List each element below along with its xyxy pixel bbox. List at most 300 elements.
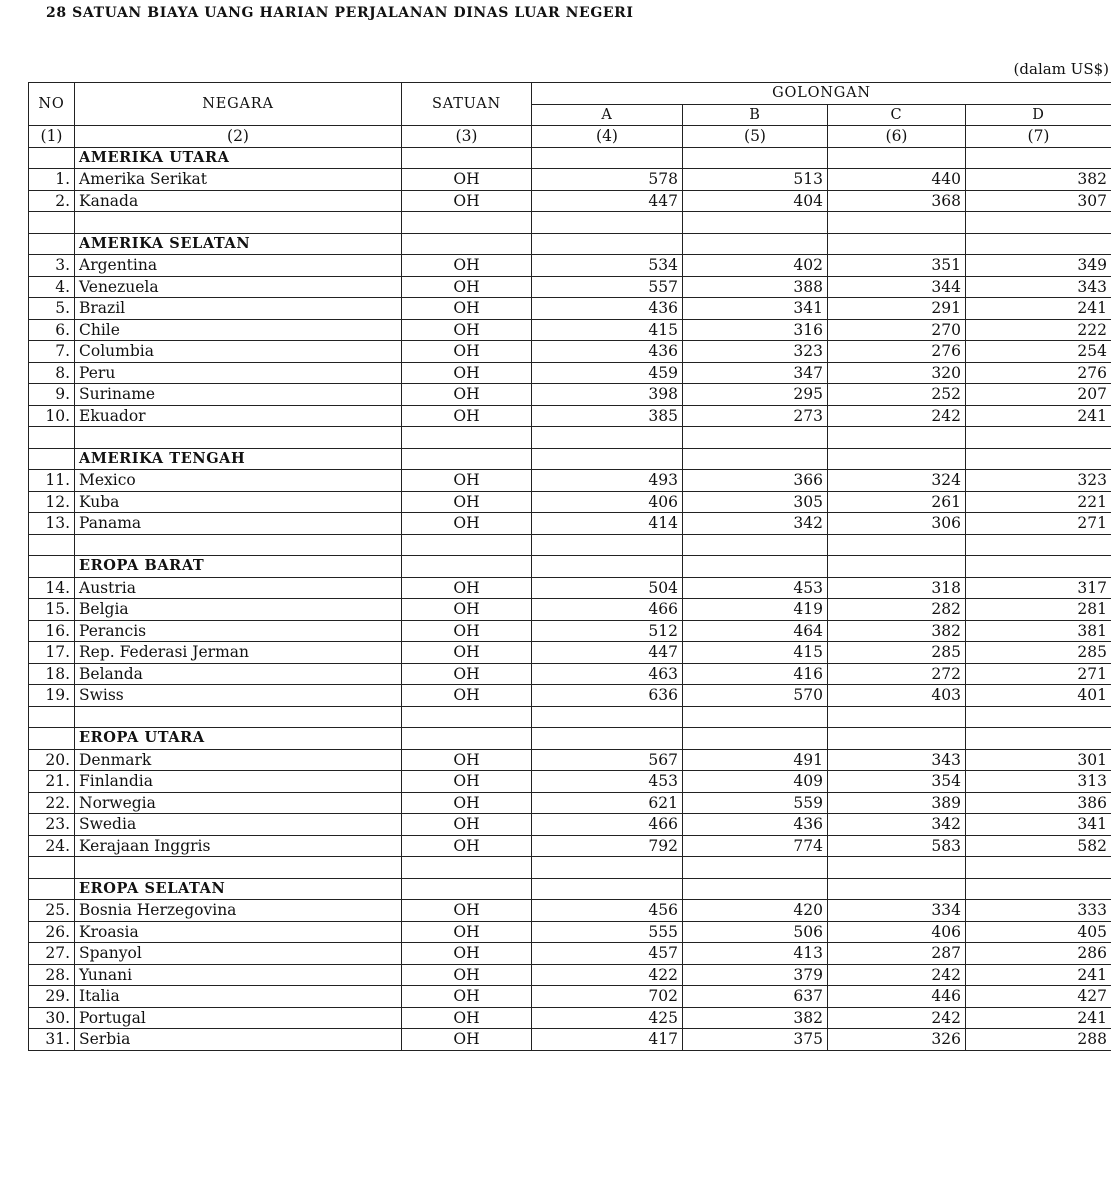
value-gol-a: 425 bbox=[532, 1007, 683, 1029]
table-row bbox=[29, 276, 1111, 298]
value-gol-c: 382 bbox=[828, 620, 966, 642]
country-name: Norwegia bbox=[75, 792, 402, 814]
empty-cell bbox=[683, 212, 828, 234]
country-name: Ekuador bbox=[75, 405, 402, 427]
row-number: 24. bbox=[29, 835, 75, 857]
value-gol-d: 386 bbox=[966, 792, 1111, 814]
value-gol-c: 242 bbox=[828, 405, 966, 427]
country-name: Yunani bbox=[75, 964, 402, 986]
row-number: 29. bbox=[29, 986, 75, 1008]
empty-cell bbox=[683, 427, 828, 449]
empty-cell bbox=[29, 448, 75, 470]
country-name: Peru bbox=[75, 362, 402, 384]
document-title: 28 SATUAN BIAYA UANG HARIAN PERJALANAN DINAS LUAR NEGERI bbox=[46, 5, 634, 21]
unit-cell: OH bbox=[402, 513, 532, 535]
empty-cell bbox=[683, 706, 828, 728]
value-gol-a: 406 bbox=[532, 491, 683, 513]
table-row bbox=[29, 620, 1111, 642]
value-gol-d: 286 bbox=[966, 943, 1111, 965]
empty-cell bbox=[29, 706, 75, 728]
region-row bbox=[29, 147, 1111, 169]
row-number: 13. bbox=[29, 513, 75, 535]
value-gol-d: 271 bbox=[966, 663, 1111, 685]
empty-cell bbox=[532, 534, 683, 556]
value-gol-b: 419 bbox=[683, 599, 828, 621]
col-num: (2) bbox=[75, 126, 402, 148]
empty-cell bbox=[683, 534, 828, 556]
empty-cell bbox=[828, 857, 966, 879]
value-gol-a: 436 bbox=[532, 341, 683, 363]
row-number: 2. bbox=[29, 190, 75, 212]
row-number: 3. bbox=[29, 255, 75, 277]
empty-cell bbox=[532, 556, 683, 578]
value-gol-a: 555 bbox=[532, 921, 683, 943]
value-gol-a: 636 bbox=[532, 685, 683, 707]
empty-cell bbox=[29, 556, 75, 578]
row-number: 8. bbox=[29, 362, 75, 384]
row-number: 15. bbox=[29, 599, 75, 621]
empty-cell bbox=[75, 427, 402, 449]
value-gol-c: 285 bbox=[828, 642, 966, 664]
value-gol-d: 343 bbox=[966, 276, 1111, 298]
table-row bbox=[29, 341, 1111, 363]
value-gol-d: 323 bbox=[966, 470, 1111, 492]
value-gol-a: 578 bbox=[532, 169, 683, 191]
empty-cell bbox=[966, 878, 1111, 900]
value-gol-b: 413 bbox=[683, 943, 828, 965]
region-name: EROPA SELATAN bbox=[75, 878, 402, 900]
value-gol-a: 567 bbox=[532, 749, 683, 771]
empty-cell bbox=[402, 212, 532, 234]
value-gol-d: 221 bbox=[966, 491, 1111, 513]
empty-cell bbox=[966, 534, 1111, 556]
value-gol-b: 382 bbox=[683, 1007, 828, 1029]
value-gol-c: 368 bbox=[828, 190, 966, 212]
row-number: 25. bbox=[29, 900, 75, 922]
value-gol-a: 457 bbox=[532, 943, 683, 965]
table-row bbox=[29, 921, 1111, 943]
region-name: EROPA UTARA bbox=[75, 728, 402, 750]
value-gol-a: 792 bbox=[532, 835, 683, 857]
value-gol-d: 207 bbox=[966, 384, 1111, 406]
unit-cell: OH bbox=[402, 599, 532, 621]
value-gol-d: 349 bbox=[966, 255, 1111, 277]
value-gol-c: 252 bbox=[828, 384, 966, 406]
table-row bbox=[29, 685, 1111, 707]
empty-cell bbox=[402, 427, 532, 449]
row-number: 26. bbox=[29, 921, 75, 943]
value-gol-d: 401 bbox=[966, 685, 1111, 707]
country-name: Denmark bbox=[75, 749, 402, 771]
country-name: Swedia bbox=[75, 814, 402, 836]
unit-cell: OH bbox=[402, 900, 532, 922]
unit-cell: OH bbox=[402, 835, 532, 857]
col-num: (3) bbox=[402, 126, 532, 148]
value-gol-b: 637 bbox=[683, 986, 828, 1008]
unit-cell: OH bbox=[402, 169, 532, 191]
table-row bbox=[29, 986, 1111, 1008]
value-gol-d: 281 bbox=[966, 599, 1111, 621]
row-number: 21. bbox=[29, 771, 75, 793]
region-name: AMERIKA SELATAN bbox=[75, 233, 402, 255]
value-gol-a: 504 bbox=[532, 577, 683, 599]
value-gol-b: 409 bbox=[683, 771, 828, 793]
empty-cell bbox=[29, 427, 75, 449]
empty-cell bbox=[29, 212, 75, 234]
unit-cell: OH bbox=[402, 319, 532, 341]
region-row bbox=[29, 878, 1111, 900]
col-num: (6) bbox=[828, 126, 966, 148]
unit-cell: OH bbox=[402, 470, 532, 492]
row-number: 18. bbox=[29, 663, 75, 685]
empty-cell bbox=[828, 233, 966, 255]
value-gol-d: 582 bbox=[966, 835, 1111, 857]
row-number: 31. bbox=[29, 1029, 75, 1051]
empty-cell bbox=[29, 857, 75, 879]
unit-cell: OH bbox=[402, 663, 532, 685]
value-gol-b: 305 bbox=[683, 491, 828, 513]
empty-cell bbox=[683, 728, 828, 750]
country-name: Belanda bbox=[75, 663, 402, 685]
unit-cell: OH bbox=[402, 1007, 532, 1029]
header-no: NO bbox=[29, 83, 75, 126]
empty-cell bbox=[532, 878, 683, 900]
unit-cell: OH bbox=[402, 685, 532, 707]
empty-cell bbox=[828, 878, 966, 900]
empty-cell bbox=[966, 448, 1111, 470]
empty-cell bbox=[532, 427, 683, 449]
country-name: Portugal bbox=[75, 1007, 402, 1029]
empty-cell bbox=[828, 728, 966, 750]
empty-cell bbox=[532, 448, 683, 470]
empty-cell bbox=[402, 556, 532, 578]
value-gol-a: 459 bbox=[532, 362, 683, 384]
value-gol-c: 389 bbox=[828, 792, 966, 814]
value-gol-c: 334 bbox=[828, 900, 966, 922]
header-gol-a: A bbox=[532, 104, 683, 126]
row-number: 22. bbox=[29, 792, 75, 814]
header-negara: NEGARA bbox=[75, 83, 402, 126]
col-num: (5) bbox=[683, 126, 828, 148]
value-gol-b: 375 bbox=[683, 1029, 828, 1051]
empty-cell bbox=[966, 857, 1111, 879]
row-number: 19. bbox=[29, 685, 75, 707]
unit-cell: OH bbox=[402, 405, 532, 427]
row-number: 12. bbox=[29, 491, 75, 513]
region-row bbox=[29, 233, 1111, 255]
empty-cell bbox=[75, 857, 402, 879]
empty-cell bbox=[966, 147, 1111, 169]
region-row bbox=[29, 556, 1111, 578]
value-gol-b: 341 bbox=[683, 298, 828, 320]
row-number: 5. bbox=[29, 298, 75, 320]
table-row bbox=[29, 577, 1111, 599]
empty-cell bbox=[75, 706, 402, 728]
country-name: Finlandia bbox=[75, 771, 402, 793]
country-name: Kroasia bbox=[75, 921, 402, 943]
empty-cell bbox=[683, 448, 828, 470]
value-gol-d: 381 bbox=[966, 620, 1111, 642]
value-gol-d: 241 bbox=[966, 405, 1111, 427]
value-gol-a: 436 bbox=[532, 298, 683, 320]
empty-cell bbox=[532, 706, 683, 728]
unit-note: (dalam US$) bbox=[1013, 60, 1109, 78]
empty-cell bbox=[532, 147, 683, 169]
row-number: 14. bbox=[29, 577, 75, 599]
empty-cell bbox=[402, 728, 532, 750]
value-gol-b: 774 bbox=[683, 835, 828, 857]
unit-cell: OH bbox=[402, 943, 532, 965]
unit-cell: OH bbox=[402, 964, 532, 986]
empty-cell bbox=[29, 534, 75, 556]
spacer-row bbox=[29, 212, 1111, 234]
unit-cell: OH bbox=[402, 276, 532, 298]
value-gol-d: 405 bbox=[966, 921, 1111, 943]
value-gol-d: 307 bbox=[966, 190, 1111, 212]
value-gol-c: 320 bbox=[828, 362, 966, 384]
value-gol-b: 464 bbox=[683, 620, 828, 642]
value-gol-a: 447 bbox=[532, 642, 683, 664]
country-name: Suriname bbox=[75, 384, 402, 406]
value-gol-b: 415 bbox=[683, 642, 828, 664]
table-row bbox=[29, 255, 1111, 277]
value-gol-a: 463 bbox=[532, 663, 683, 685]
table-row bbox=[29, 405, 1111, 427]
value-gol-c: 242 bbox=[828, 964, 966, 986]
country-name: Chile bbox=[75, 319, 402, 341]
value-gol-c: 291 bbox=[828, 298, 966, 320]
value-gol-a: 493 bbox=[532, 470, 683, 492]
value-gol-d: 382 bbox=[966, 169, 1111, 191]
value-gol-a: 534 bbox=[532, 255, 683, 277]
value-gol-d: 254 bbox=[966, 341, 1111, 363]
empty-cell bbox=[532, 233, 683, 255]
empty-cell bbox=[402, 857, 532, 879]
empty-cell bbox=[402, 706, 532, 728]
empty-cell bbox=[966, 556, 1111, 578]
value-gol-d: 241 bbox=[966, 964, 1111, 986]
unit-cell: OH bbox=[402, 341, 532, 363]
value-gol-b: 342 bbox=[683, 513, 828, 535]
value-gol-c: 403 bbox=[828, 685, 966, 707]
table-row bbox=[29, 190, 1111, 212]
row-number: 9. bbox=[29, 384, 75, 406]
value-gol-a: 466 bbox=[532, 599, 683, 621]
table-row bbox=[29, 599, 1111, 621]
country-name: Mexico bbox=[75, 470, 402, 492]
value-gol-c: 343 bbox=[828, 749, 966, 771]
table-row bbox=[29, 491, 1111, 513]
empty-cell bbox=[29, 233, 75, 255]
value-gol-c: 344 bbox=[828, 276, 966, 298]
row-number: 20. bbox=[29, 749, 75, 771]
empty-cell bbox=[402, 878, 532, 900]
empty-cell bbox=[966, 728, 1111, 750]
empty-cell bbox=[29, 728, 75, 750]
value-gol-b: 513 bbox=[683, 169, 828, 191]
value-gol-b: 570 bbox=[683, 685, 828, 707]
value-gol-b: 316 bbox=[683, 319, 828, 341]
value-gol-c: 351 bbox=[828, 255, 966, 277]
empty-cell bbox=[532, 212, 683, 234]
spacer-row bbox=[29, 427, 1111, 449]
country-name: Spanyol bbox=[75, 943, 402, 965]
table-row bbox=[29, 943, 1111, 965]
value-gol-a: 466 bbox=[532, 814, 683, 836]
unit-cell: OH bbox=[402, 814, 532, 836]
value-gol-a: 512 bbox=[532, 620, 683, 642]
table-row bbox=[29, 663, 1111, 685]
value-gol-d: 333 bbox=[966, 900, 1111, 922]
row-number: 17. bbox=[29, 642, 75, 664]
value-gol-d: 341 bbox=[966, 814, 1111, 836]
empty-cell bbox=[828, 706, 966, 728]
table-row bbox=[29, 362, 1111, 384]
empty-cell bbox=[532, 728, 683, 750]
value-gol-d: 222 bbox=[966, 319, 1111, 341]
value-gol-c: 406 bbox=[828, 921, 966, 943]
unit-cell: OH bbox=[402, 792, 532, 814]
empty-cell bbox=[828, 556, 966, 578]
country-name: Rep. Federasi Jerman bbox=[75, 642, 402, 664]
empty-cell bbox=[683, 857, 828, 879]
value-gol-b: 402 bbox=[683, 255, 828, 277]
value-gol-c: 261 bbox=[828, 491, 966, 513]
value-gol-a: 453 bbox=[532, 771, 683, 793]
empty-cell bbox=[966, 427, 1111, 449]
country-name: Argentina bbox=[75, 255, 402, 277]
value-gol-b: 323 bbox=[683, 341, 828, 363]
empty-cell bbox=[29, 147, 75, 169]
country-name: Swiss bbox=[75, 685, 402, 707]
value-gol-c: 446 bbox=[828, 986, 966, 1008]
empty-cell bbox=[966, 233, 1111, 255]
col-num: (1) bbox=[29, 126, 75, 148]
value-gol-b: 347 bbox=[683, 362, 828, 384]
row-number: 27. bbox=[29, 943, 75, 965]
unit-cell: OH bbox=[402, 362, 532, 384]
value-gol-b: 436 bbox=[683, 814, 828, 836]
row-number: 1. bbox=[29, 169, 75, 191]
empty-cell bbox=[75, 212, 402, 234]
value-gol-c: 272 bbox=[828, 663, 966, 685]
unit-cell: OH bbox=[402, 620, 532, 642]
empty-cell bbox=[828, 427, 966, 449]
unit-cell: OH bbox=[402, 986, 532, 1008]
empty-cell bbox=[828, 147, 966, 169]
unit-cell: OH bbox=[402, 771, 532, 793]
empty-cell bbox=[402, 147, 532, 169]
allowance-table bbox=[28, 82, 1111, 1051]
value-gol-d: 276 bbox=[966, 362, 1111, 384]
value-gol-b: 388 bbox=[683, 276, 828, 298]
row-number: 28. bbox=[29, 964, 75, 986]
spacer-row bbox=[29, 857, 1111, 879]
table-row bbox=[29, 1007, 1111, 1029]
unit-cell: OH bbox=[402, 642, 532, 664]
value-gol-c: 270 bbox=[828, 319, 966, 341]
value-gol-b: 559 bbox=[683, 792, 828, 814]
country-name: Venezuela bbox=[75, 276, 402, 298]
empty-cell bbox=[683, 147, 828, 169]
value-gol-a: 385 bbox=[532, 405, 683, 427]
country-name: Brazil bbox=[75, 298, 402, 320]
value-gol-a: 557 bbox=[532, 276, 683, 298]
value-gol-a: 456 bbox=[532, 900, 683, 922]
empty-cell bbox=[532, 857, 683, 879]
value-gol-a: 702 bbox=[532, 986, 683, 1008]
value-gol-d: 288 bbox=[966, 1029, 1111, 1051]
country-name: Kanada bbox=[75, 190, 402, 212]
empty-cell bbox=[402, 448, 532, 470]
unit-cell: OH bbox=[402, 1029, 532, 1051]
table-row bbox=[29, 642, 1111, 664]
value-gol-a: 417 bbox=[532, 1029, 683, 1051]
region-name: EROPA BARAT bbox=[75, 556, 402, 578]
empty-cell bbox=[75, 534, 402, 556]
unit-cell: OH bbox=[402, 491, 532, 513]
unit-cell: OH bbox=[402, 749, 532, 771]
unit-cell: OH bbox=[402, 255, 532, 277]
value-gol-d: 317 bbox=[966, 577, 1111, 599]
country-name: Columbia bbox=[75, 341, 402, 363]
row-number: 10. bbox=[29, 405, 75, 427]
country-name: Kerajaan Inggris bbox=[75, 835, 402, 857]
value-gol-b: 404 bbox=[683, 190, 828, 212]
spacer-row bbox=[29, 706, 1111, 728]
value-gol-a: 398 bbox=[532, 384, 683, 406]
value-gol-c: 318 bbox=[828, 577, 966, 599]
header-golongan: GOLONGAN bbox=[532, 83, 1111, 105]
value-gol-c: 324 bbox=[828, 470, 966, 492]
header-gol-b: B bbox=[683, 104, 828, 126]
country-name: Bosnia Herzegovina bbox=[75, 900, 402, 922]
value-gol-d: 241 bbox=[966, 298, 1111, 320]
country-name: Amerika Serikat bbox=[75, 169, 402, 191]
table-row bbox=[29, 298, 1111, 320]
row-number: 30. bbox=[29, 1007, 75, 1029]
value-gol-c: 276 bbox=[828, 341, 966, 363]
row-number: 23. bbox=[29, 814, 75, 836]
empty-cell bbox=[683, 556, 828, 578]
value-gol-c: 342 bbox=[828, 814, 966, 836]
country-name: Panama bbox=[75, 513, 402, 535]
empty-cell bbox=[402, 233, 532, 255]
col-num: (4) bbox=[532, 126, 683, 148]
empty-cell bbox=[966, 706, 1111, 728]
empty-cell bbox=[683, 233, 828, 255]
unit-cell: OH bbox=[402, 384, 532, 406]
country-name: Italia bbox=[75, 986, 402, 1008]
empty-cell bbox=[29, 878, 75, 900]
table-row bbox=[29, 169, 1111, 191]
unit-cell: OH bbox=[402, 298, 532, 320]
value-gol-d: 427 bbox=[966, 986, 1111, 1008]
unit-cell: OH bbox=[402, 921, 532, 943]
unit-cell: OH bbox=[402, 190, 532, 212]
unit-cell: OH bbox=[402, 577, 532, 599]
value-gol-c: 306 bbox=[828, 513, 966, 535]
value-gol-c: 583 bbox=[828, 835, 966, 857]
value-gol-b: 506 bbox=[683, 921, 828, 943]
table-row bbox=[29, 792, 1111, 814]
region-row bbox=[29, 448, 1111, 470]
table-row bbox=[29, 749, 1111, 771]
value-gol-b: 295 bbox=[683, 384, 828, 406]
header-satuan: SATUAN bbox=[402, 83, 532, 126]
table-row bbox=[29, 470, 1111, 492]
value-gol-b: 273 bbox=[683, 405, 828, 427]
